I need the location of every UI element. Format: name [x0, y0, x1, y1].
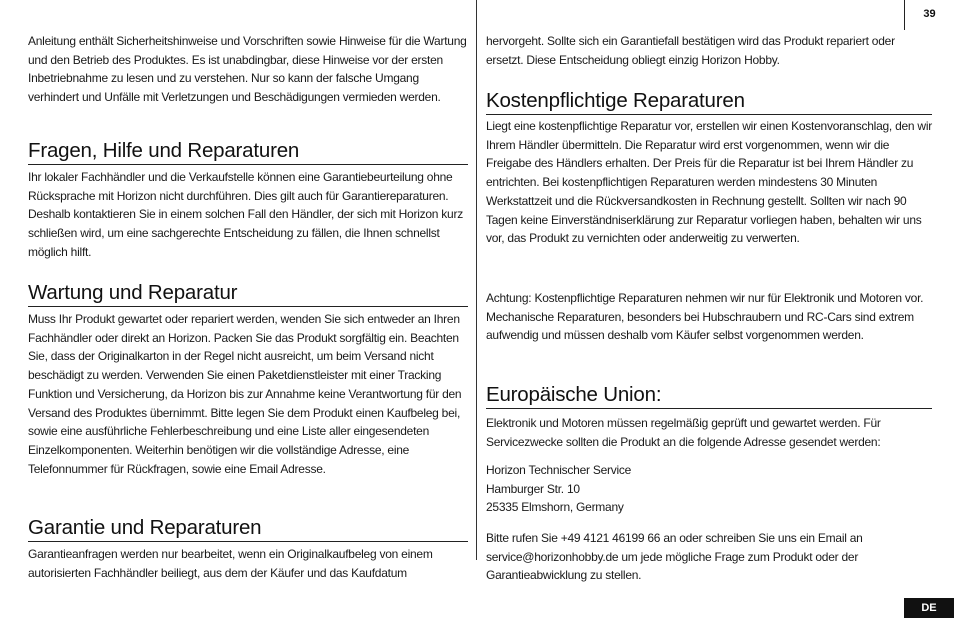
paragraph-achtung: Achtung: Kostenpflichtige Reparaturen nehmen wir nur für Elektronik und Motoren vor. Mechanische Reparaturen, besonders bei Hubschraubern und RC-Cars sind extrem aufwendig und müssen deshalb vom Käufer selbst vorgenommen werden.: [486, 291, 924, 343]
paragraph-kostenpflichtige: Liegt eine kostenpflichtige Reparatur vor, erstellen wir einen Kostenvoranschlag, den wir Ihrem Händler übermitteln. Die Reparatur wird erst vorgenommen, wenn wir die Freigabe des Händlers erhalten. Der Preis für die Reparatur ist bei Ihrem Händler zu entrichten. Bei kostenpflichtigen Reparaturen werden mindestens 30 Minuten Werkstattzeit und die Rückversandkosten in Rechnung gestellt. Sollten wir nach 90 Tagen keine Einverständniserklärung zur Reparatur vorliegen haben, behalten wir uns vor, das Produkt zu vernichten oder anderweitig zu verwerten.: [486, 119, 933, 246]
paragraph-garantie-cont: hervorgeht. Sollte sich ein Garantiefall bestätigen wird das Produkt repariert oder ersetzt. Diese Entscheidung obliegt einzig Horizon Hobby.: [486, 34, 895, 67]
address-line: 25335 Elmshorn, Germany: [486, 500, 624, 515]
heading-garantie: Garantie und Reparaturen: [28, 517, 468, 542]
paragraph-garantie: Garantieanfragen werden nur bearbeitet, wenn ein Originalkaufbeleg von einem autorisierten Fachhändler beiliegt, aus dem der Käufer und das Kaufdatum: [28, 547, 433, 580]
heading-wartung: Wartung und Reparatur: [28, 282, 468, 307]
address-line: Hamburger Str. 10: [486, 481, 580, 496]
address-line: Horizon Technischer Service: [486, 463, 632, 477]
service-address: [486, 461, 932, 517]
intro-paragraph: Anleitung enthält Sicherheitshinweise und Vorschriften sowie Hinweise für die Wartung und den Betrieb des Produktes. Es ist unabdingbar, diese Hinweise vor der ersten Inbetriebnahme zu lesen und zu verstehen. Nur so kann der falsche Umgang verhindert und Unfälle mit Verletzungen und Beschädigungen vermieden werden.: [28, 34, 467, 105]
heading-fragen-hilfe: Fragen, Hilfe und Reparaturen: [28, 140, 468, 165]
heading-eu: Europäische Union:: [486, 384, 932, 409]
paragraph-wartung: Muss Ihr Produkt gewartet oder repariert werden, wenden Sie sich entweder an Ihren Fachhändler oder direkt an Horizon. Packen Sie das Produkt sorgfältig ein. Beachten Sie, dass der Originalkarton in der Regel nicht ausreicht, um beim Versand nicht beschädigt zu werden. Verwenden Sie einen Paketdienstleister mit einer Tracking Funktion und Versicherung, da Horizon bis zur Annahme keine Verantwortung für den Versand des Produktes übernimmt. Bitte legen Sie dem Produkt einen Kaufbeleg bei, sowie eine ausführliche Fehlerbeschreibung und eine Liste aller eingesendeten Einzelkomponenten. Weiterhin benötigen wir die vollständige Adresse, eine Telefonnummer für Rückfragen, sowie eine Email Adresse.: [28, 312, 462, 476]
column-divider: [476, 0, 477, 560]
heading-kostenpflichtige: Kostenpflichtige Reparaturen: [486, 90, 932, 115]
paragraph-contact: Bitte rufen Sie +49 4121 46199 66 an oder schreiben Sie uns ein Email an service@horizonhobby.de um jede mögliche Frage zum Produkt oder der Garantieabwicklung zu stellen.: [486, 531, 863, 583]
language-tag: DE: [904, 598, 954, 618]
paragraph-fragen-hilfe: Ihr lokaler Fachhändler und die Verkaufstelle können eine Garantiebeurteilung ohne Rücksprache mit Horizon nicht durchführen. Dies gilt auch für Garantiereparaturen. Deshalb kontaktieren Sie in einem solchen Fall den Händler, der sich mit Horizon kurz schließen wird, um eine sachgerechte Entscheidung zu fällen, die Ihnen schnellst möglich hilft.: [28, 170, 463, 259]
paragraph-eu: Elektronik und Motoren müssen regelmäßig geprüft und gewartet werden. Für Servicezwecke sollten die Produkt an die folgende Adresse gesendet werden:: [486, 416, 881, 449]
page-number: 39: [904, 0, 954, 30]
